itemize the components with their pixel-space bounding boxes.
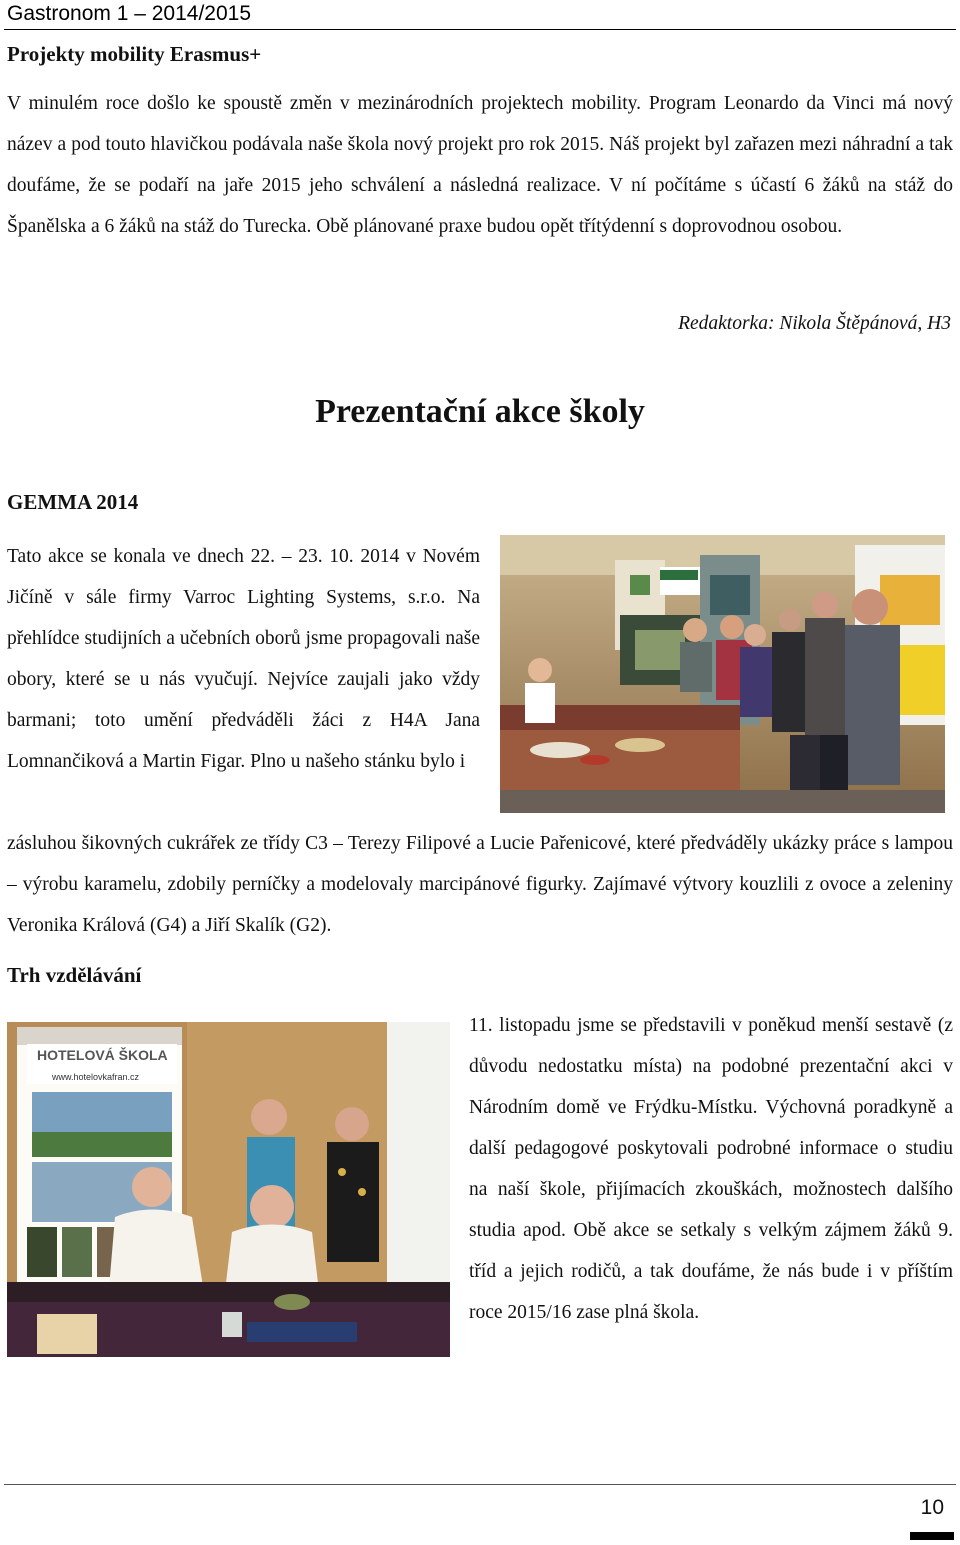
erasmus-paragraph: V minulém roce došlo ke spoustě změn v mezinárodních projektech mobility. Program Leonardo da Vinci má nový název a pod touto hlavičkou podávala naše škola nový projekt pro rok 2015. Náš projekt byl zařazen mezi náhradní a tak doufáme, že se podaří na jaře 2015 jeho schválení a následná realizace. V ní počítáme s účastí 6 žáků na stáž do Španělska a 6 žáků na stáž do Turecka. Obě plánované praxe budou opět třítýdenní s doprovodnou osobou. — [7, 93, 953, 237]
page-number: 10 — [920, 1496, 944, 1519]
footer-divider — [4, 1484, 956, 1485]
trh-booth-photo — [7, 1022, 450, 1357]
gemma-title: GEMMA 2014 — [7, 490, 139, 514]
page-heading-presentation: Prezentační akce školy — [315, 393, 645, 430]
gemma-paragraph-left: Tato akce se konala ve dnech 22. – 23. 10. 2014 v Novém Jičíně v sále firmy Varroc Lighting Systems, s.r.o. Na přehlídce studijních a učebních oborů jsme propagovali naše obory, které se u nás vyučují. Nejvíce zaujali jako vždy barmani; toto umění předváděli žáci z H4A Jana Lomnančiková a Martin Figar. Plno u našeho stánku bylo i — [7, 546, 480, 772]
header-divider — [4, 29, 956, 30]
gemma-fair-photo-svg — [500, 535, 945, 813]
trh-booth-photo-svg — [7, 1022, 450, 1357]
footer-mark — [910, 1532, 954, 1540]
banner-school-name: HOTELOVÁ ŠKOLA — [37, 1047, 168, 1063]
gemma-paragraph-full: zásluhou šikovných cukrářek ze třídy C3 – Terezy Filipové a Lucie Pařenicové, které předváděly ukázky práce s lampou – výrobu karamelu, zdobily perníčky a modelovaly marcipánové figurky. Zajímavé výtvory kouzlili z ovoce a zeleniny Veronika Králová (G4) a Jiří Skalík (G2). — [7, 833, 953, 936]
trh-title: Trh vzdělávání — [7, 963, 142, 987]
section-title-erasmus: Projekty mobility Erasmus+ — [7, 42, 262, 66]
editor-credit: Redaktorka: Nikola Štěpánová, H3 — [678, 313, 951, 334]
gemma-fair-photo — [500, 535, 945, 813]
banner-url: www.hotelovkafran.cz — [52, 1072, 140, 1082]
running-header-title: Gastronom 1 – 2014/2015 — [7, 2, 252, 25]
trh-paragraph: 11. listopadu jsme se představili v poněkud menší sestavě (z důvodu nedostatku místa) na podobné prezentační akci v Národním domě ve Frýdku-Místku. Výchovná poradkyně a další pedagogové poskytovali podrobné informace o studiu na naší škole, přijímacích zkouškách, možnostech dalšího studia apod. Obě akce se setkaly s velkým zájmem žáků 9. tříd a jejich rodičů, a tak doufáme, že nás bude i v příštím roce 2015/16 zase plná škola. — [469, 1015, 953, 1323]
